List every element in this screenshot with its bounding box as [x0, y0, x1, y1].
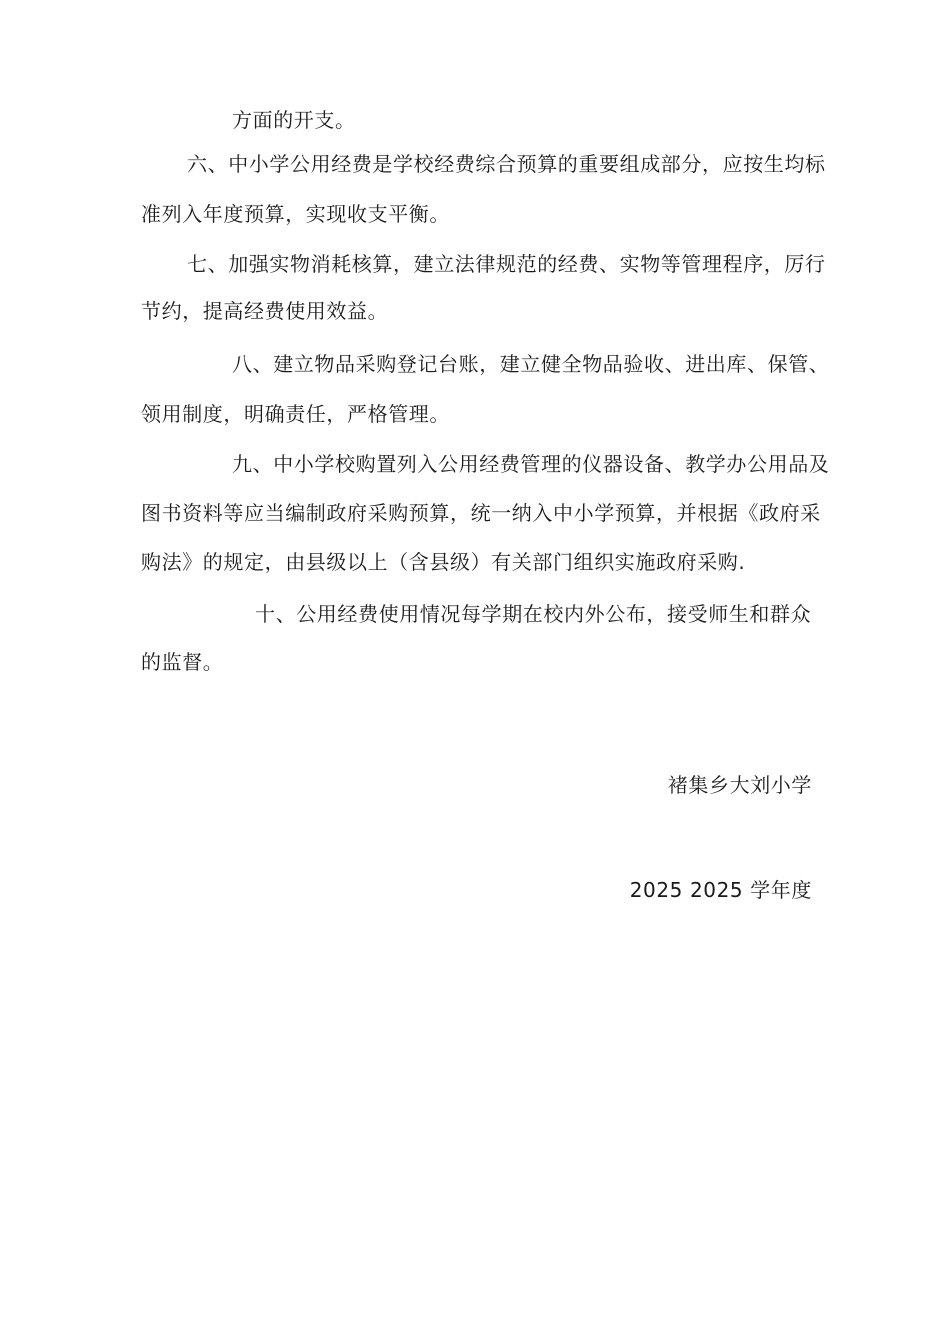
- paragraph-item-9-line-1: 九、中小学校购置列入公用经费管理的仪器设备、教学办公用品及: [232, 452, 830, 476]
- signature-date: 2025 2025 学年度: [629, 878, 812, 902]
- paragraph-item-8-line-2: 领用制度，明确责任，严格管理。: [141, 402, 450, 426]
- signature-organization: 褚集乡大刘小学: [667, 773, 812, 797]
- paragraph-continuation-line-1: 方面的开支。: [232, 108, 356, 132]
- paragraph-item-9-line-2: 图书资料等应当编制政府采购预算，统一纳入中小学预算，并根据《政府采: [141, 501, 821, 525]
- paragraph-item-10-line-2: 的监督。: [141, 650, 224, 674]
- paragraph-item-9-line-3: 购法》的规定，由县级以上（含县级）有关部门组织实施政府采购.: [141, 550, 746, 574]
- paragraph-item-7-line-2: 节约，提高经费使用效益。: [141, 299, 389, 323]
- paragraph-item-7-line-1: 七、加强实物消耗核算，建立法律规范的经费、实物等管理程序，厉行: [187, 252, 826, 276]
- paragraph-item-6-line-2: 准列入年度预算，实现收支平衡。: [141, 202, 450, 226]
- paragraph-item-8-line-1: 八、建立物品采购登记台账，建立健全物品验收、进出库、保管、: [232, 352, 830, 376]
- paragraph-item-10-line-1: 十、公用经费使用情况每学期在校内外公布，接受师生和群众: [255, 602, 812, 626]
- paragraph-item-6-line-1: 六、中小学公用经费是学校经费综合预算的重要组成部分，应按生均标: [187, 152, 826, 176]
